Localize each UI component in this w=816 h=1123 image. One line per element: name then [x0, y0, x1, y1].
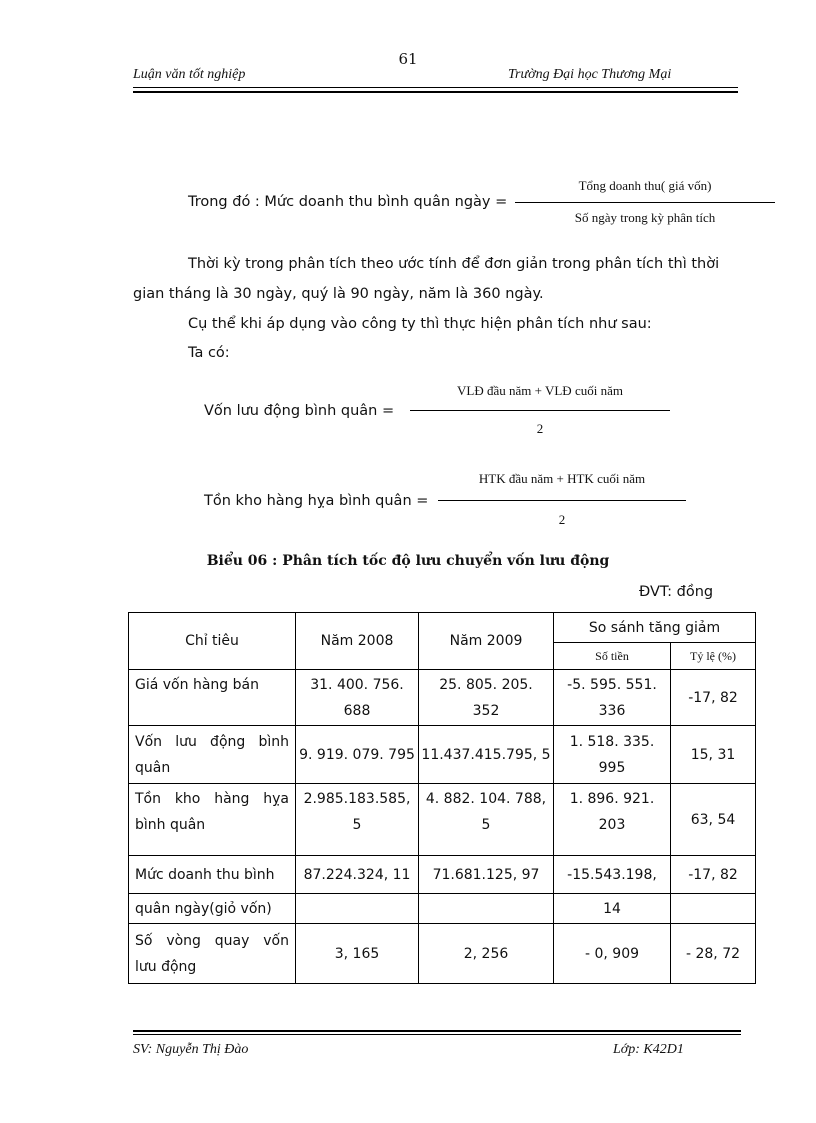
table-caption: Biểu 06 : Phân tích tốc độ lưu chuyển vốn lưu động: [206, 553, 610, 569]
row-year2: 25. 805. 205. 352: [419, 670, 554, 726]
table-row: [129, 670, 756, 726]
row-label: Số vòng quay vốn lưu động: [129, 924, 296, 984]
formula3-denominator: 2: [558, 512, 566, 527]
header-amount: Số tiền: [554, 643, 671, 670]
header-rule-1: [133, 87, 738, 88]
formula2-numerator: VLĐ đầu năm + VLĐ cuối năm: [457, 383, 623, 398]
formula1-fraction-line: [515, 202, 775, 203]
header-ratio: Tỷ lệ (%): [671, 643, 756, 670]
para1-line2: gian tháng là 30 ngày, quý là 90 ngày, năm là 360 ngày.: [133, 286, 544, 302]
row-amount: -15.543.198,: [554, 856, 671, 894]
row-amount: 14: [554, 894, 671, 924]
header-compare: So sánh tăng giảm: [554, 613, 756, 643]
formula3-lhs: Tồn kho hàng hỵa bình quân =: [204, 493, 429, 509]
row-year1: 87.224.324, 11: [296, 856, 419, 894]
formula1-denominator: Số ngày trong kỳ phân tích: [574, 210, 716, 225]
header-indicator: Chỉ tiêu: [129, 613, 296, 670]
footer-rule-2: [133, 1034, 741, 1035]
row-ratio: - 28, 72: [671, 924, 756, 984]
row-year1: 2.985.183.585, 5: [296, 784, 419, 856]
row-ratio: -17, 82: [671, 856, 756, 894]
para2: Cụ thể khi áp dụng vào công ty thì thực hiện phân tích như sau:: [188, 316, 652, 332]
row-year2: 11.437.415.795, 5: [419, 726, 554, 784]
row-label: quân ngày(giỏ vốn): [129, 894, 296, 924]
row-ratio: 15, 31: [671, 726, 756, 784]
row-amount: - 0, 909: [554, 924, 671, 984]
formula3-fraction-line: [438, 500, 686, 501]
row-label: Giá vốn hàng bán: [129, 670, 296, 726]
formula2-lhs: Vốn lưu động bình quân =: [204, 403, 395, 419]
header-right: Trường Đại học Thương Mại: [508, 67, 672, 82]
table-row: [129, 856, 756, 894]
row-year2: [419, 894, 554, 924]
data-table: [128, 612, 756, 984]
row-year1: 31. 400. 756. 688: [296, 670, 419, 726]
row-year1: 3, 165: [296, 924, 419, 984]
row-ratio: [671, 894, 756, 924]
footer-right: Lớp: K42D1: [613, 1042, 684, 1057]
row-year2: 71.681.125, 97: [419, 856, 554, 894]
formula3-numerator: HTK đầu năm + HTK cuối năm: [478, 471, 646, 486]
formula2-fraction-line: [410, 410, 670, 411]
table-row: [129, 924, 756, 984]
header-year-2008: Năm 2008: [296, 613, 419, 670]
row-label: Mức doanh thu bình: [129, 856, 296, 894]
row-year2: 4. 882. 104. 788, 5: [419, 784, 554, 856]
para1-line1: Thời kỳ trong phân tích theo ước tính để đơn giản trong phân tích thì thời: [188, 256, 720, 272]
formula1-prefix: Trong đó : Mức doanh thu bình quân ngày =: [188, 194, 508, 210]
row-amount: 1. 896. 921. 203: [554, 784, 671, 856]
table-row: [129, 726, 756, 784]
row-label: Tồn kho hàng hỵa bình quân: [129, 784, 296, 856]
header-left: Luận văn tốt nghiệp: [133, 67, 246, 82]
row-year1: [296, 894, 419, 924]
table-header-row-1: [129, 613, 756, 643]
para3: Ta có:: [188, 345, 230, 361]
row-ratio: -17, 82: [671, 670, 756, 726]
row-amount: 1. 518. 335. 995: [554, 726, 671, 784]
header-year-2009: Năm 2009: [419, 613, 554, 670]
row-amount: -5. 595. 551. 336: [554, 670, 671, 726]
formula1-numerator: Tổng doanh thu( giá vốn): [578, 178, 712, 193]
footer-rule-1: [133, 1030, 741, 1032]
table-row: [129, 894, 756, 924]
footer-left: SV: Nguyễn Thị Đào: [133, 1042, 249, 1057]
page-number: 61: [398, 50, 418, 68]
row-label: Vốn lưu động bình quân: [129, 726, 296, 784]
table-unit: ĐVT: đồng: [639, 584, 714, 600]
table-row: [129, 784, 756, 856]
header-rule-2: [133, 91, 738, 93]
row-year2: 2, 256: [419, 924, 554, 984]
row-year1: 9. 919. 079. 795: [296, 726, 419, 784]
row-ratio: 63, 54: [671, 784, 756, 856]
formula2-denominator: 2: [536, 421, 544, 436]
